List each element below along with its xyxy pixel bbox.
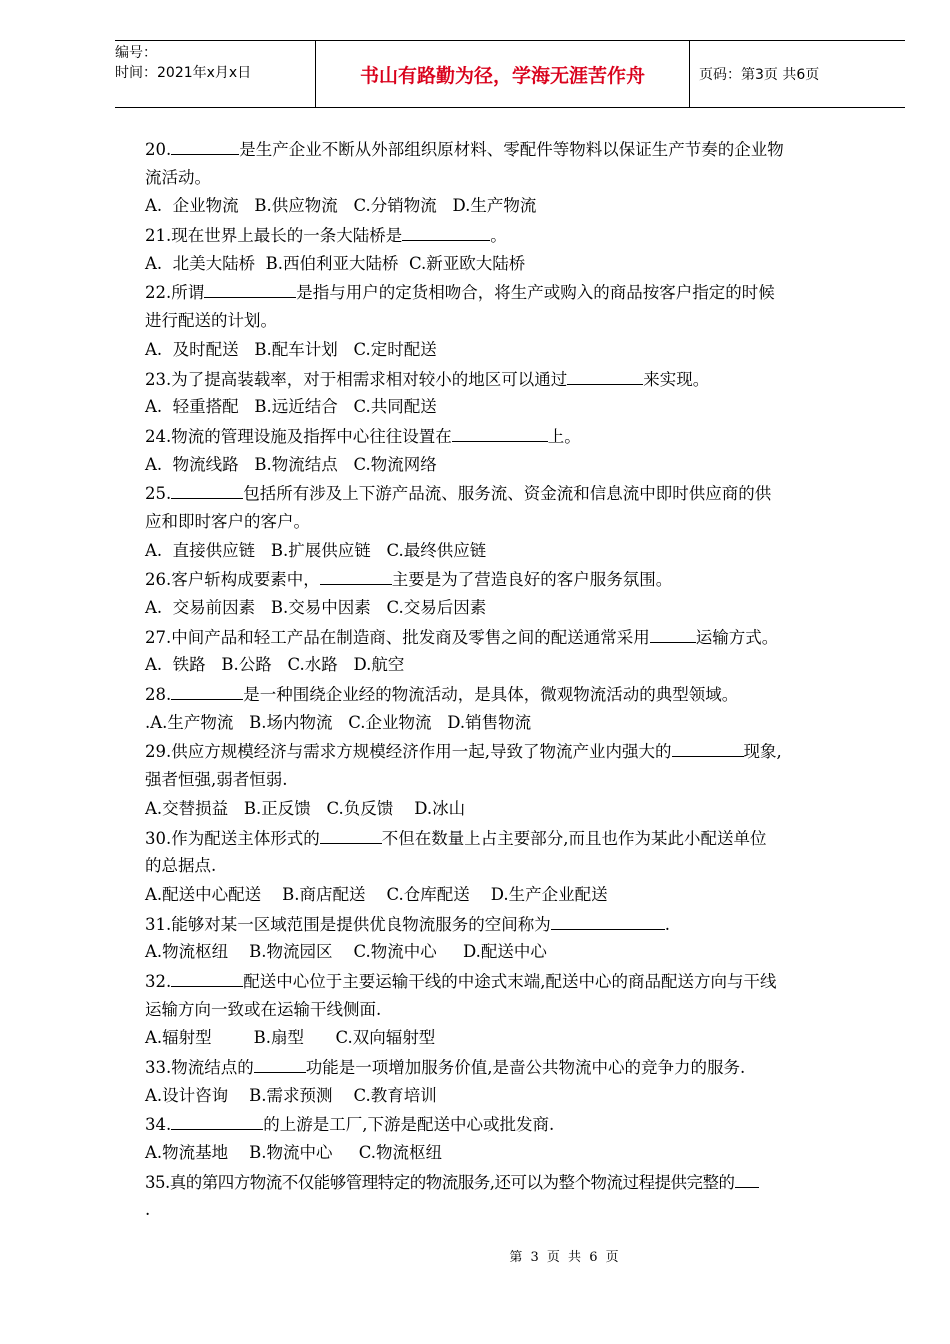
question-26-options: A. 交易前因素 B.交易中因素 C.交易后因素 xyxy=(145,598,487,617)
page-footer: 第 3 页 共 6 页 xyxy=(509,1250,621,1265)
question-21-line-1: 21.现在世界上最长的一条大陆桥是 。 xyxy=(145,221,885,250)
question-22-line-2: 进行配送的计划。 xyxy=(145,311,277,331)
question-24-line-1: 24.物流的管理设施及指挥中心往往设置在 上。 xyxy=(145,422,885,451)
answer-blank xyxy=(567,365,643,385)
question-20-line-2: 流活动。 xyxy=(145,167,211,187)
question-32-line-2: 运输方向一致或在运输干线侧面. xyxy=(145,999,382,1019)
question-24-options: A. 物流线路 B.物流结点 C.物流网络 xyxy=(145,454,437,474)
question-30-line-1: 30.作为配送主体形式的 不但在数量上占主要部分,而且也作为某此小配送单位 xyxy=(145,824,885,853)
question-31-line-1: 31.能够对某一区域范围是提供优良物流服务的空间称为 . xyxy=(145,910,885,939)
question-22-options: A. 及时配送 B.配车计划 C.定时配送 xyxy=(145,339,437,359)
question-29-options: A.交替损益 B.正反馈 C.负反馈 D.冰山 xyxy=(145,798,466,818)
question-20-options: A. 企业物流 B.供应物流 C.分销物流 D.生产物流 xyxy=(145,196,537,216)
question-35-line-2: . xyxy=(145,1200,151,1220)
answer-blank xyxy=(320,824,382,844)
answer-blank xyxy=(402,221,490,241)
page-header xyxy=(115,40,905,108)
question-28-options: .A.生产物流 B.场内物流 C.企业物流 D.销售物流 xyxy=(145,712,532,732)
question-29-line-2: 强者恒强,弱者恒弱. xyxy=(145,770,288,790)
question-26-line-1: 26.客户斩构成要素中， 主要是为了营造良好的客户服务氛围。 xyxy=(145,565,885,594)
answer-blank xyxy=(672,737,744,757)
question-27-options: A. 铁路 B.公路 C.水路 D.航空 xyxy=(145,655,405,675)
question-25-line-2: 应和即时客户的客户。 xyxy=(145,511,310,531)
question-25-line-1: 25. 包括所有涉及上下游产品流、服务流、资金流和信息流中即时供应商的供 xyxy=(145,479,885,508)
answer-blank xyxy=(254,1053,306,1073)
question-31-options: A.物流枢纽 B.物流园区 C.物流中心 D.配送中心 xyxy=(145,942,547,962)
answer-blank xyxy=(204,278,296,298)
question-20-line-1: 20. 是生产企业不断从外部组织原材料、零配件等物料以保证生产节奏的企业物 xyxy=(145,135,885,164)
question-33-line-1: 33.物流结点的 功能是一项增加服务价值,是啬公共物流中心的竞争力的服务. xyxy=(145,1053,885,1082)
question-22-line-1: 22.所谓 是指与用户的定货相吻合，将生产或购入的商品按客户指定的时候 xyxy=(145,278,885,307)
question-34-line-1: 34. 的上游是工厂,下游是配送中心或批发商. xyxy=(145,1110,885,1139)
answer-blank xyxy=(171,479,243,499)
question-23-line-1: 23.为了提高装载率，对于相需求相对较小的地区可以通过 来实现。 xyxy=(145,365,885,394)
header-meta xyxy=(115,41,315,107)
question-28-line-1: 28. 是一种围绕企业经的物流活动，是具体，微观物流活动的典型领域。 xyxy=(145,680,885,709)
question-33-options: A.设计咨询 B.需求预测 C.教育培训 xyxy=(145,1085,437,1105)
number-label: 编号： xyxy=(115,45,157,61)
answer-blank xyxy=(171,967,243,987)
answer-blank xyxy=(650,623,696,643)
question-32-options: A.辐射型 B.扇型 C.双向辐射型 xyxy=(145,1028,436,1048)
motto: 书山有路勤为径，学海无涯苦作舟 xyxy=(315,41,690,107)
question-25-options: A. 直接供应链 B.扩展供应链 C.最终供应链 xyxy=(145,540,487,560)
answer-blank xyxy=(735,1168,759,1188)
page-label: 页码：第3页 共6页 xyxy=(699,67,820,83)
question-35-line-1: 35.真的第四方物流不仅能够管理特定的物流服务,还可以为整个物流过程提供完整的 xyxy=(145,1168,885,1197)
answer-blank xyxy=(320,565,392,585)
question-34-options: A.物流基地 B.物流中心 C.物流枢纽 xyxy=(145,1143,443,1163)
time-label: 时间：2021年x月x日 xyxy=(115,65,252,81)
question-21-options: A. 北美大陆桥 B.西伯利亚大陆桥 C.新亚欧大陆桥 xyxy=(145,253,526,273)
answer-blank xyxy=(171,135,239,155)
question-29-line-1: 29.供应方规模经济与需求方规模经济作用一起,导致了物流产业内强大的 现象, xyxy=(145,737,885,766)
question-27-line-1: 27.中间产品和轻工产品在制造商、批发商及零售之间的配送通常采用 运输方式。 xyxy=(145,623,885,652)
question-32-line-1: 32. 配送中心位于主要运输干线的中途式末端,配送中心的商品配送方向与干线 xyxy=(145,967,885,996)
answer-blank xyxy=(171,1110,263,1130)
answer-blank xyxy=(171,680,243,700)
answer-blank xyxy=(551,910,665,930)
question-30-options: A.配送中心配送 B.商店配送 C.仓库配送 D.生产企业配送 xyxy=(145,884,608,904)
question-list xyxy=(145,135,885,1225)
question-23-options: A. 轻重搭配 B.远近结合 C.共同配送 xyxy=(145,397,437,417)
answer-blank xyxy=(452,422,548,442)
question-30-line-2: 的总据点. xyxy=(145,856,217,876)
